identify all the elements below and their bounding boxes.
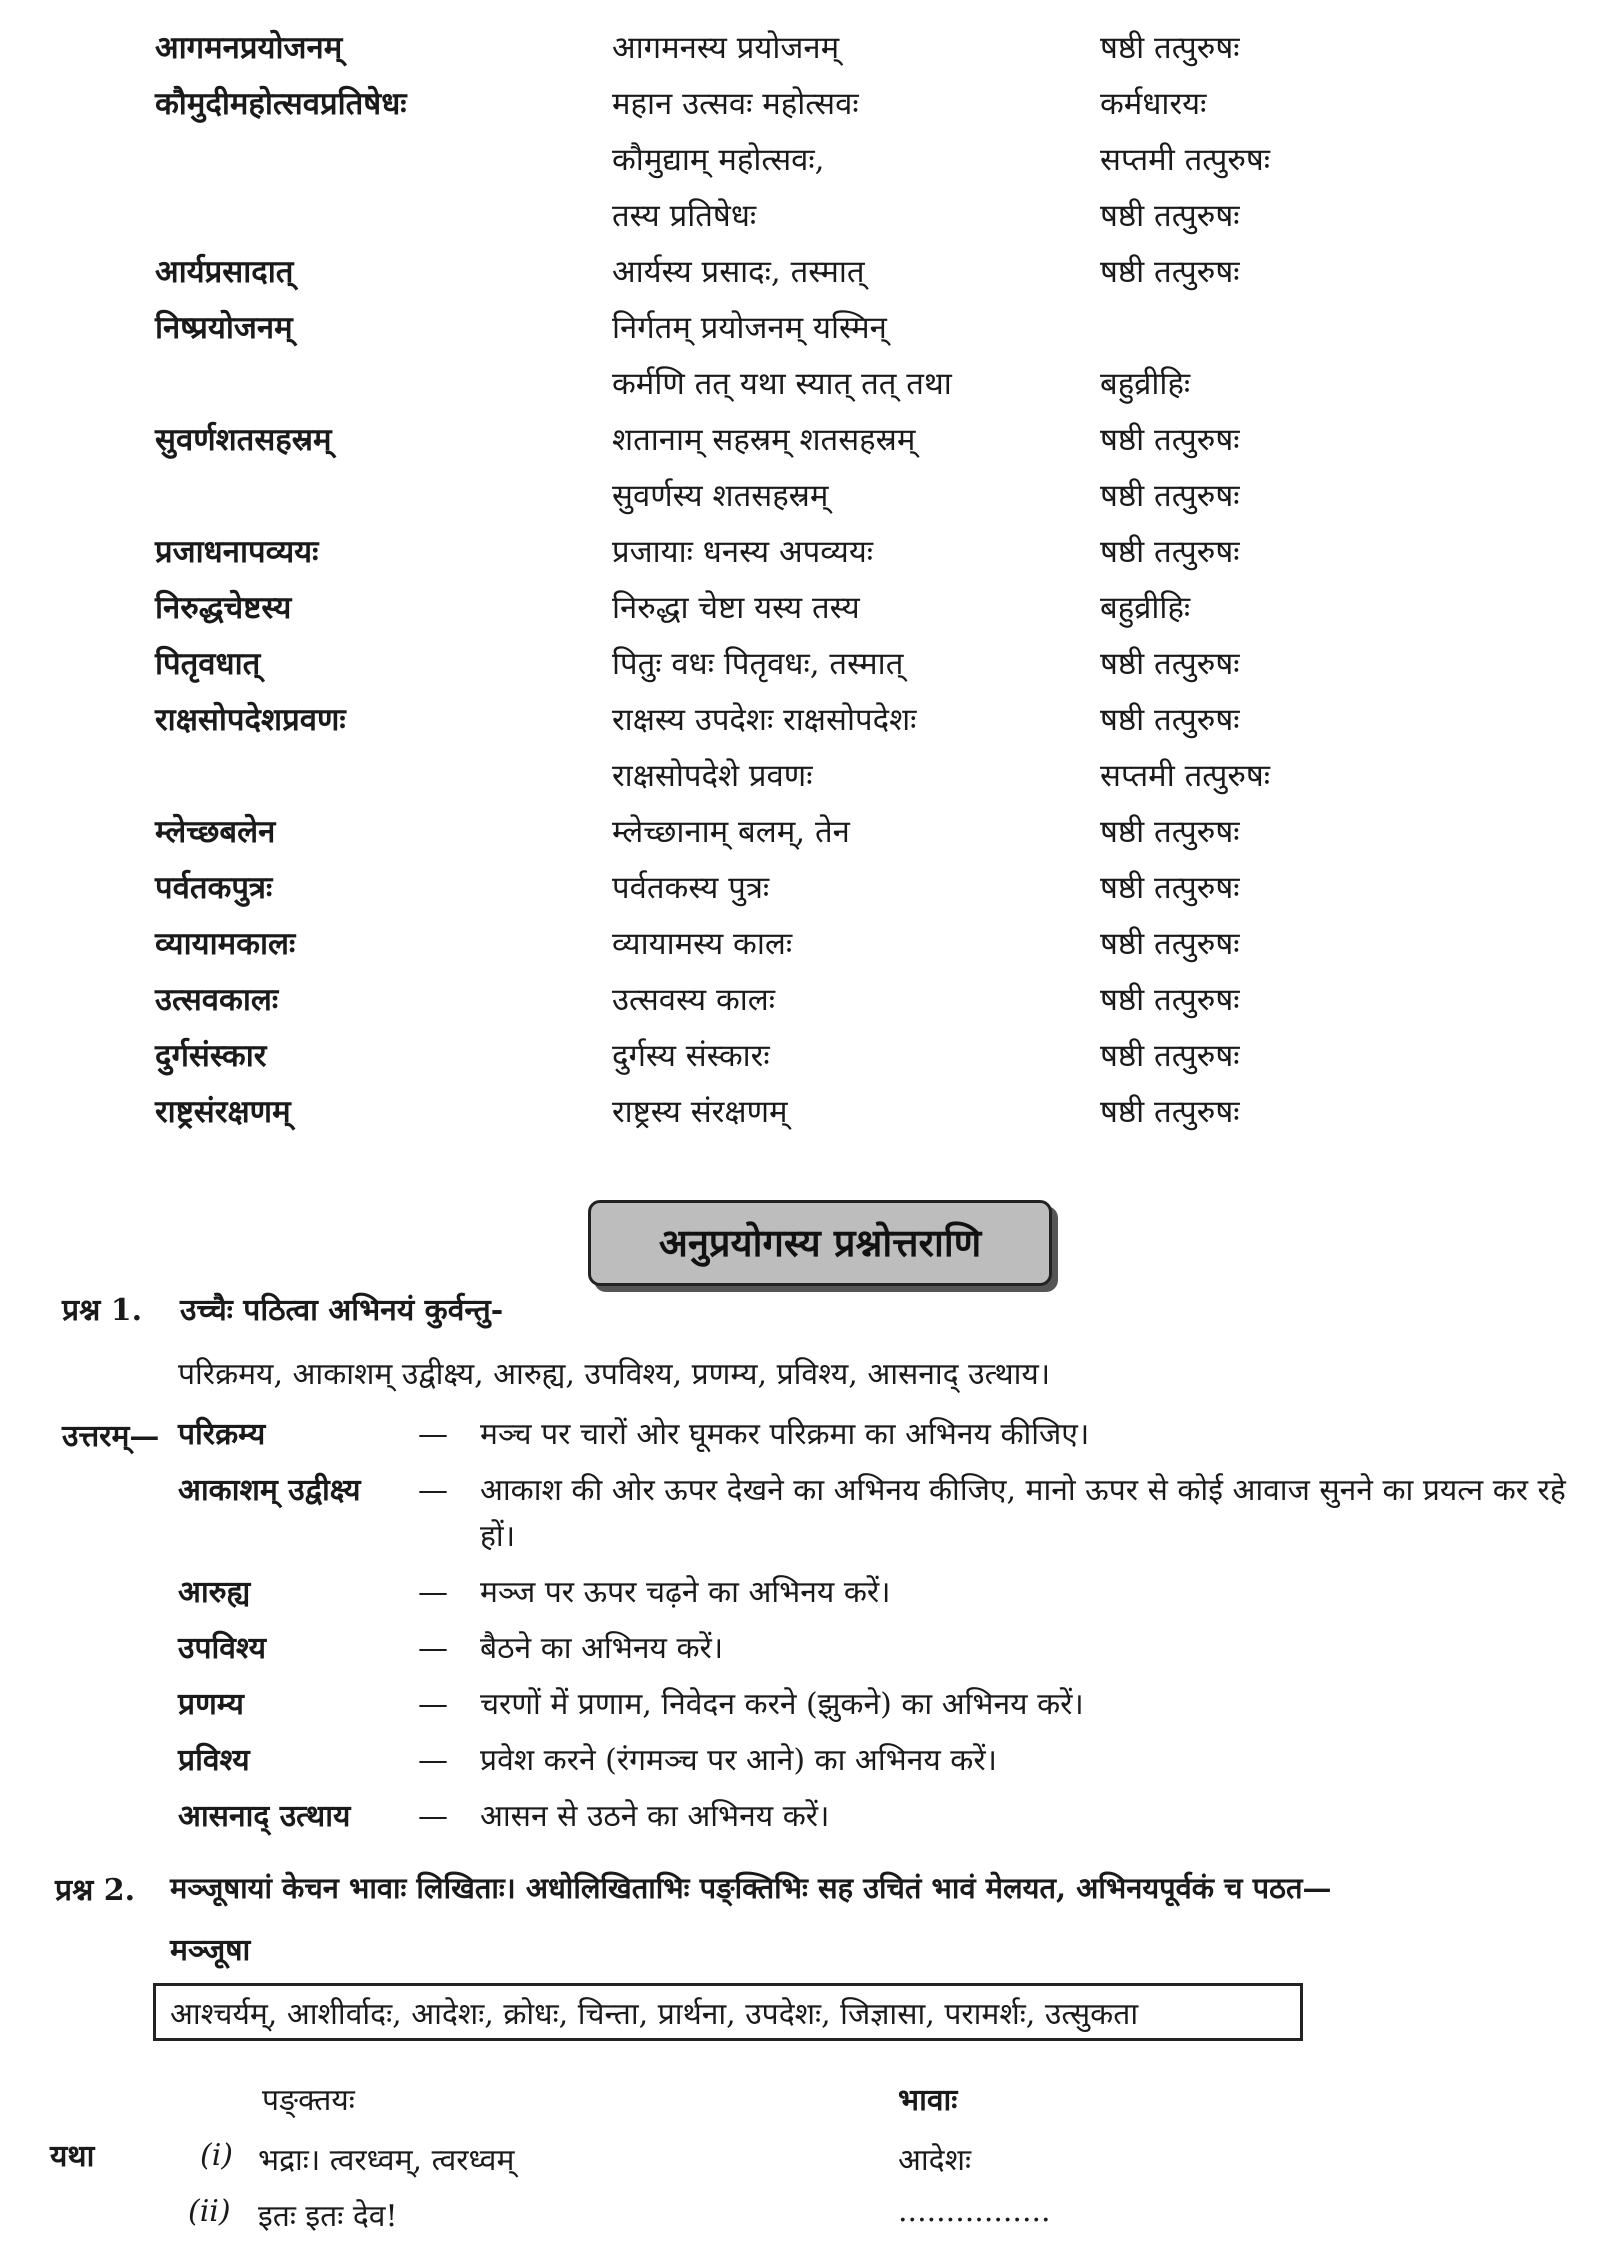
samasa-vigraha: सुवर्णस्य शतसहस्रम् xyxy=(612,478,829,514)
samasa-vigraha: दुर्गस्य संस्कारः xyxy=(612,1038,770,1074)
question-2-text: मञ्जूषायां केचन भावाः लिखिताः। अधोलिखिताभिः पङ्क्तिभिः सह उचितं भावं मेलयत, अभिनयपूर्वकं च पठत— xyxy=(170,1871,1332,1905)
samasa-vigraha: कर्मणि तत् यथा स्यात् तत् तथा xyxy=(612,366,952,402)
question-1-text: उच्चैः पठित्वा अभिनयं कुर्वन्तु- xyxy=(180,1293,504,1328)
answer-dash: — xyxy=(418,1417,448,1452)
samasa-row xyxy=(0,972,1600,1028)
samasa-word: पर्वतकपुत्रः xyxy=(155,870,273,906)
samasa-word: आगमनप्रयोजनम् xyxy=(155,30,343,66)
samasa-vigraha: निरुद्धा चेष्टा यस्य तस्य xyxy=(612,590,860,626)
samasa-word: सुवर्णशतसहस्रम् xyxy=(155,422,332,458)
manjusha-box: आश्चर्यम्, आशीर्वादः, आदेशः, क्रोधः, चिन्ता, प्रार्थना, उपदेशः, जिज्ञासा, परामर्शः, उत्सुकता xyxy=(153,1983,1303,2041)
samasa-type: षष्ठी तत्पुरुषः xyxy=(1100,198,1240,234)
manjusha-title: मञ्जूषा xyxy=(170,1933,251,1968)
samasa-row xyxy=(0,244,1600,300)
samasa-row xyxy=(0,692,1600,748)
samasa-type: षष्ठी तत्पुरुषः xyxy=(1100,870,1240,906)
samasa-word: पितृवधात् xyxy=(155,646,261,682)
samasa-vigraha: म्लेच्छानाम् बलम्, तेन xyxy=(612,814,850,850)
samasa-row xyxy=(0,524,1600,580)
samasa-type: बहुव्रीहिः xyxy=(1100,590,1191,626)
answer-dash: — xyxy=(418,1473,448,1508)
samasa-word: उत्सवकालः xyxy=(155,982,279,1018)
samasa-row xyxy=(0,356,1600,412)
samasa-vigraha: कौमुद्याम् महोत्सवः, xyxy=(612,142,825,178)
samasa-row xyxy=(0,580,1600,636)
item-1-number: (i) xyxy=(200,2138,234,2173)
samasa-row xyxy=(0,1084,1600,1140)
samasa-word: राक्षसोपदेशप्रवणः xyxy=(155,702,346,738)
samasa-type: षष्ठी तत्पुरुषः xyxy=(1100,926,1240,962)
answer-dash: — xyxy=(418,1575,448,1610)
samasa-type: षष्ठी तत्पुरुषः xyxy=(1100,422,1240,458)
samasa-type: बहुव्रीहिः xyxy=(1100,366,1191,402)
samasa-type: षष्ठी तत्पुरुषः xyxy=(1100,646,1240,682)
samasa-row xyxy=(0,860,1600,916)
samasa-word: दुर्गसंस्कार xyxy=(155,1038,267,1074)
answer-dash: — xyxy=(418,1743,448,1778)
samasa-vigraha: आर्यस्य प्रसादः, तस्मात् xyxy=(612,254,865,290)
samasa-type: षष्ठी तत्पुरुषः xyxy=(1100,534,1240,570)
column-header-lines: पङ्क्तयः xyxy=(262,2083,355,2118)
samasa-type: षष्ठी तत्पुरुषः xyxy=(1100,254,1240,290)
samasa-row xyxy=(0,748,1600,804)
samasa-vigraha: प्रजायाः धनस्य अपव्ययः xyxy=(612,534,874,570)
answer-term: प्रणम्य xyxy=(178,1687,244,1722)
samasa-row xyxy=(0,132,1600,188)
samasa-type: कर्मधारयः xyxy=(1100,86,1207,122)
answer-label: उत्तरम्— xyxy=(62,1419,160,1454)
samasa-vigraha: पितुः वधः पितृवधः, तस्मात् xyxy=(612,646,904,682)
item-2-bhava: ................ xyxy=(898,2194,1051,2229)
yatha-label: यथा xyxy=(50,2139,95,2174)
samasa-type: षष्ठी तत्पुरुषः xyxy=(1100,1038,1240,1074)
item-1-bhava: आदेशः xyxy=(898,2143,972,2178)
samasa-row xyxy=(0,76,1600,132)
answer-description: मञ्च पर चारों ओर घूमकर परिक्रमा का अभिनय कीजिए। xyxy=(480,1417,1090,1452)
answer-term: परिक्रम्य xyxy=(178,1417,266,1452)
answer-term: आरुह्य xyxy=(178,1575,251,1610)
answer-dash: — xyxy=(418,1631,448,1666)
question-1-label: प्रश्न 1. xyxy=(62,1293,143,1328)
samasa-vigraha: निर्गतम् प्रयोजनम् यस्मिन् xyxy=(612,310,887,346)
samasa-word: प्रजाधनापव्ययः xyxy=(155,534,319,570)
samasa-word: राष्ट्रसंरक्षणम् xyxy=(155,1094,291,1130)
question-2-label: प्रश्न 2. xyxy=(55,1873,136,1908)
answer-description: बैठने का अभिनय करें। xyxy=(480,1631,724,1666)
samasa-type: षष्ठी तत्पुरुषः xyxy=(1100,30,1240,66)
column-header-bhava: भावाः xyxy=(898,2083,958,2118)
samasa-vigraha: राक्षस्य उपदेशः राक्षसोपदेशः xyxy=(612,702,917,738)
answer-term: प्रविश्य xyxy=(178,1743,250,1778)
samasa-row xyxy=(0,300,1600,356)
samasa-vigraha: तस्य प्रतिषेधः xyxy=(612,198,757,234)
item-2-line: इतः इतः देव! xyxy=(258,2199,398,2234)
samasa-word: कौमुदीमहोत्सवप्रतिषेधः xyxy=(155,86,407,122)
samasa-row xyxy=(0,636,1600,692)
answer-dash: — xyxy=(418,1799,448,1834)
samasa-row xyxy=(0,916,1600,972)
samasa-row xyxy=(0,804,1600,860)
samasa-vigraha: महान उत्सवः महोत्सवः xyxy=(612,86,859,122)
samasa-row xyxy=(0,188,1600,244)
samasa-vigraha: शतानाम् सहस्रम् शतसहस्रम् xyxy=(612,422,916,458)
answer-description: प्रवेश करने (रंगमञ्च पर आने) का अभिनय करें। xyxy=(480,1743,997,1778)
samasa-type: षष्ठी तत्पुरुषः xyxy=(1100,478,1240,514)
question-1-words: परिक्रमय, आकाशम् उद्वीक्ष्य, आरुह्य, उपविश्य, प्रणम्य, प्रविश्य, आसनाद् उत्थाय। xyxy=(178,1357,1051,1392)
samasa-word: निरुद्धचेष्टस्य xyxy=(155,590,292,626)
samasa-row xyxy=(0,412,1600,468)
samasa-vigraha: राष्ट्रस्य संरक्षणम् xyxy=(612,1094,788,1130)
answer-description: चरणों में प्रणाम, निवेदन करने (झुकने) का अभिनय करें। xyxy=(480,1687,1084,1722)
answer-description: आकाश की ओर ऊपर देखने का अभिनय कीजिए, मानो ऊपर से कोई आवाज सुनने का प्रयत्न कर रहे हों। xyxy=(480,1473,1566,1554)
samasa-word: व्यायामकालः xyxy=(155,926,296,962)
answer-term: आसनाद् उत्थाय xyxy=(178,1799,351,1834)
answer-description: आसन से उठने का अभिनय करें। xyxy=(480,1799,830,1834)
samasa-row xyxy=(0,20,1600,76)
item-1-line: भद्राः। त्वरध्वम्, त्वरध्वम् xyxy=(258,2143,515,2178)
samasa-row xyxy=(0,468,1600,524)
samasa-type: षष्ठी तत्पुरुषः xyxy=(1100,814,1240,850)
samasa-vigraha: व्यायामस्य कालः xyxy=(612,926,793,962)
answer-term: आकाशम् उद्वीक्ष्य xyxy=(178,1473,361,1508)
samasa-type: सप्तमी तत्पुरुषः xyxy=(1100,142,1271,178)
samasa-word: आर्यप्रसादात् xyxy=(155,254,294,290)
samasa-type: सप्तमी तत्पुरुषः xyxy=(1100,758,1271,794)
answer-term: उपविश्य xyxy=(178,1631,267,1666)
item-2-number: (ii) xyxy=(188,2194,231,2229)
samasa-word: म्लेच्छबलेन xyxy=(155,814,276,850)
answer-description: मञ्ज पर ऊपर चढ़ने का अभिनय करें। xyxy=(480,1575,891,1610)
samasa-vigraha: उत्सवस्य कालः xyxy=(612,982,776,1018)
answer-dash: — xyxy=(418,1687,448,1722)
samasa-type: षष्ठी तत्पुरुषः xyxy=(1100,702,1240,738)
samasa-word: निष्प्रयोजनम् xyxy=(155,310,293,346)
samasa-vigraha: पर्वतकस्य पुत्रः xyxy=(612,870,770,906)
section-heading: अनुप्रयोगस्य प्रश्नोत्तराणि xyxy=(588,1200,1052,1286)
samasa-row xyxy=(0,1028,1600,1084)
samasa-vigraha: आगमनस्य प्रयोजनम् xyxy=(612,30,840,66)
samasa-vigraha: राक्षसोपदेशे प्रवणः xyxy=(612,758,813,794)
samasa-type: षष्ठी तत्पुरुषः xyxy=(1100,982,1240,1018)
samasa-type: षष्ठी तत्पुरुषः xyxy=(1100,1094,1240,1130)
